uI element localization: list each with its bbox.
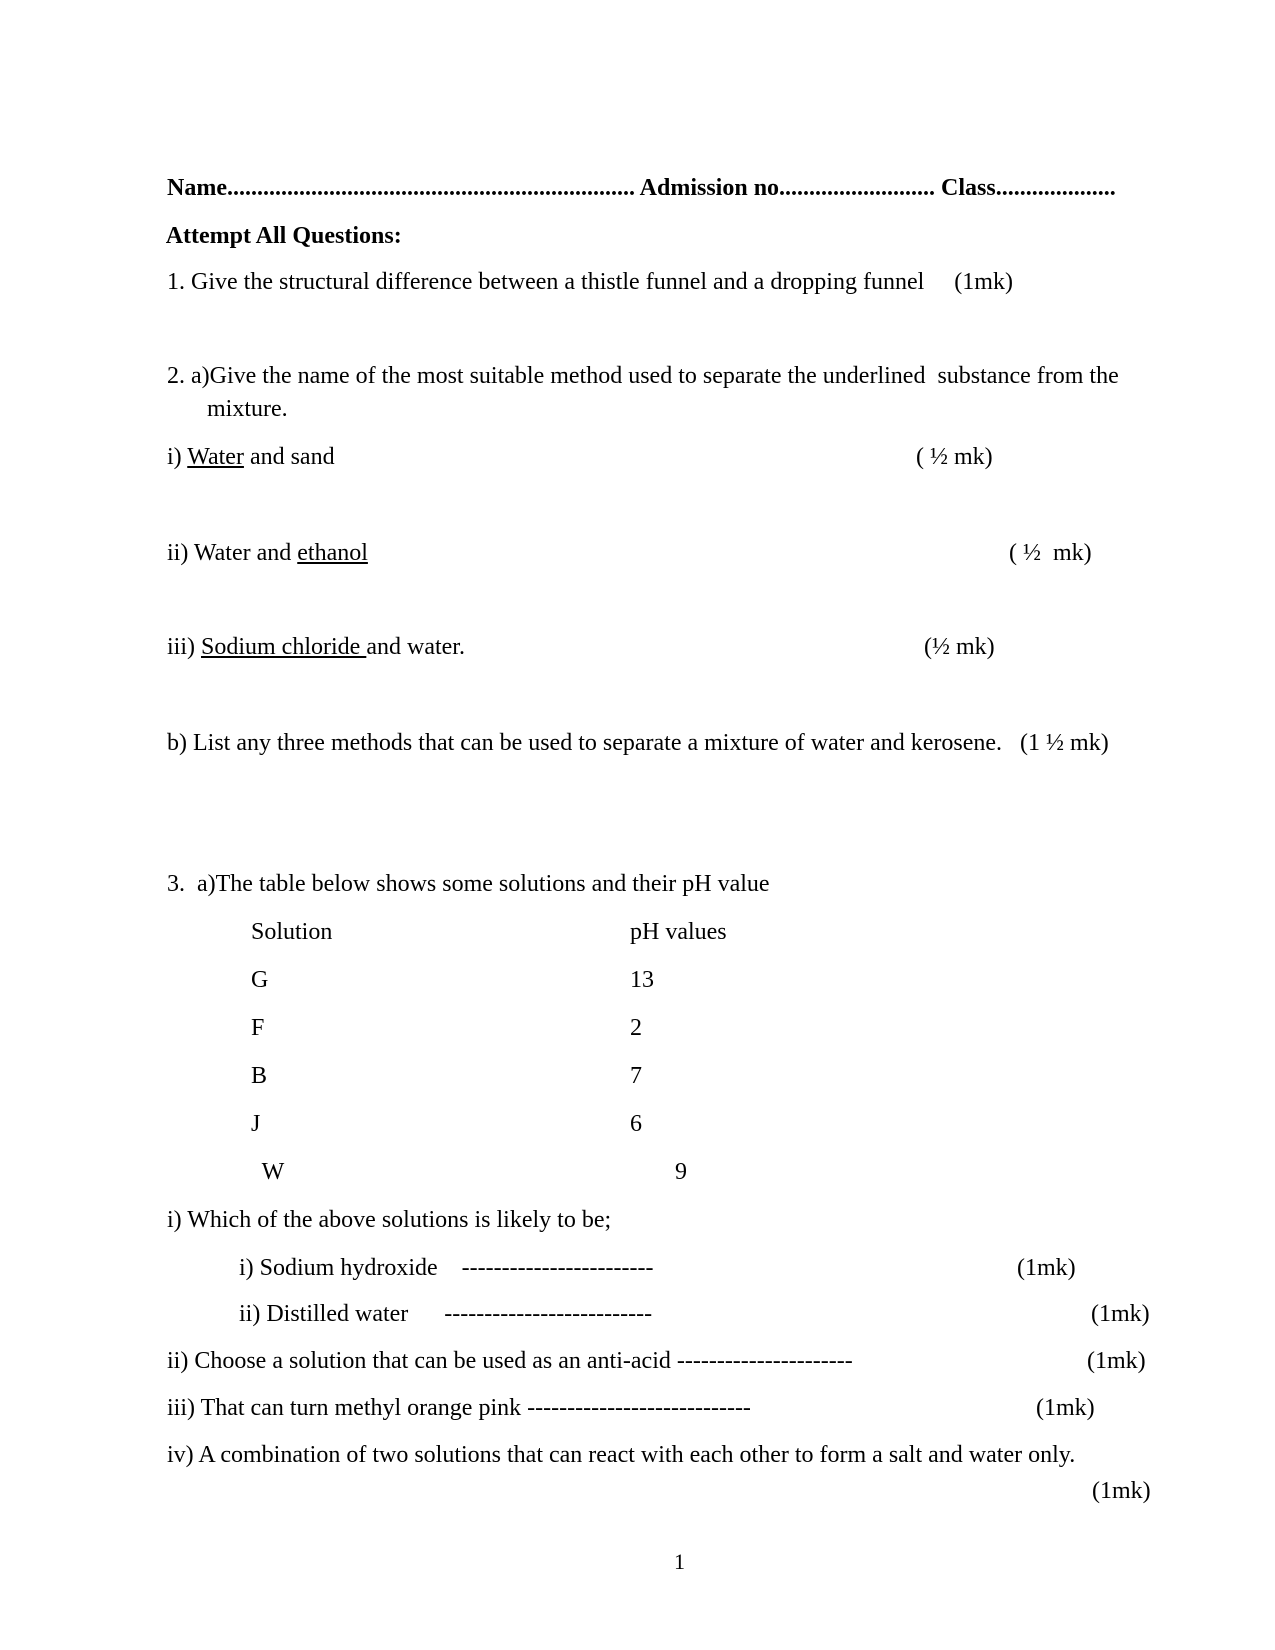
q3-i-intro-text: i) Which of the above solutions is likely to be; [167,1207,612,1233]
q2-item-iii-underlined: Sodium chloride [201,634,367,660]
table-cell-ph: 7 [630,1063,642,1089]
q2-item-i-pre: i) [167,444,188,470]
q3-item-iii-mark-text: (1mk) [1036,1395,1095,1421]
q3-sub-i-label: i) Sodium hydroxide [239,1255,462,1281]
question-3-intro-text: 3. a)The table below shows some solutions and their pH value [167,871,770,897]
q3-item-iv-text: iv) A combination of two solutions that can react with each other to form a salt and water only. [167,1442,1076,1468]
question-1 [143,240,1013,324]
table-cell-solution: G [251,967,269,993]
q2-part-b-text: b) List any three methods that can be used to separate a mixture of water and kerosene. [167,730,1021,756]
page-number-text: 1 [674,1549,685,1574]
table-cell-solution: B [251,1063,268,1089]
q2-item-i-post: and sand [243,444,335,470]
table-cell-ph: 9 [675,1159,687,1185]
table-cell-solution: J [251,1111,261,1137]
ph-table-col1-header-text: Solution [251,919,333,945]
q2-item-iii-mark-text: (½ mk) [924,634,995,660]
q3-item-iii-answer-line: ---------------------------- [527,1395,751,1421]
ph-table-col2-header-text: pH values [630,919,727,945]
name-line-text: Name.................................................................... Admission no.......................... Class.................... [167,175,1116,201]
q3-sub-i-answer-line: ------------------------ [461,1255,654,1281]
q3-sub-ii-label: ii) Distilled water [239,1301,445,1327]
q2-item-i-underlined: Water [187,444,244,470]
q3-item-ii-mark-text: (1mk) [1087,1348,1146,1374]
q2-item-ii-underlined: ethanol [297,540,368,566]
question-2-line1-text: 2. a)Give the name of the most suitable method used to separate the underlined substance from the [167,363,1119,389]
table-cell-ph: 2 [630,1015,642,1041]
q3-item-iii-label: iii) That can turn methyl orange pink [167,1395,528,1421]
q2-item-ii-pre: ii) Water and [167,540,298,566]
q2-item-i [143,415,335,499]
q2-item-i-mark-text: ( ½ mk) [916,444,993,470]
question-2-line2-text: mixture. [207,396,288,422]
page-number [652,1520,685,1604]
table-cell-solution: F [251,1015,265,1041]
attempt-instruction-text: Attempt All Questions: [165,223,402,249]
q2-item-iii [143,605,465,689]
question-2-line1 [143,334,1119,418]
q2-item-iii-mark [900,605,995,689]
table-row-ph-j [606,1082,642,1166]
q3-item-ii-answer-line: ---------------------- [676,1348,853,1374]
q2-item-iii-post: and water. [366,634,465,660]
table-cell-ph: 6 [630,1111,642,1137]
q2-part-b [143,701,1109,785]
question-1-text: 1. Give the structural difference between a thistle funnel and a dropping funnel [167,269,955,295]
table-row-ph-w [651,1130,687,1214]
q2-item-i-mark [892,415,993,499]
q3-sub-ii-mark-text: (1mk) [1091,1301,1150,1327]
q3-item-ii-label: ii) Choose a solution that can be used as an anti-acid [167,1348,677,1374]
q3-sub-i-mark-text: (1mk) [1017,1255,1076,1281]
q2-item-ii-mark-text: ( ½ mk) [1009,540,1092,566]
table-cell-solution: W [261,1159,285,1185]
q2-item-iii-pre: iii) [167,634,201,660]
q2-item-ii [143,511,368,595]
q2-item-ii-mark [985,511,1092,595]
q2-part-b-mark: (1 ½ mk) [1020,730,1109,756]
q3-sub-i-mark [993,1226,1076,1310]
q3-item-iv-mark-text: (1mk) [1092,1478,1151,1504]
q3-sub-ii-answer-line: -------------------------- [444,1301,653,1327]
question-1-mark: (1mk) [954,269,1013,295]
table-cell-ph: 13 [630,967,654,993]
q3-item-iv-mark [1068,1449,1151,1533]
q3-item-iv [143,1413,1075,1497]
